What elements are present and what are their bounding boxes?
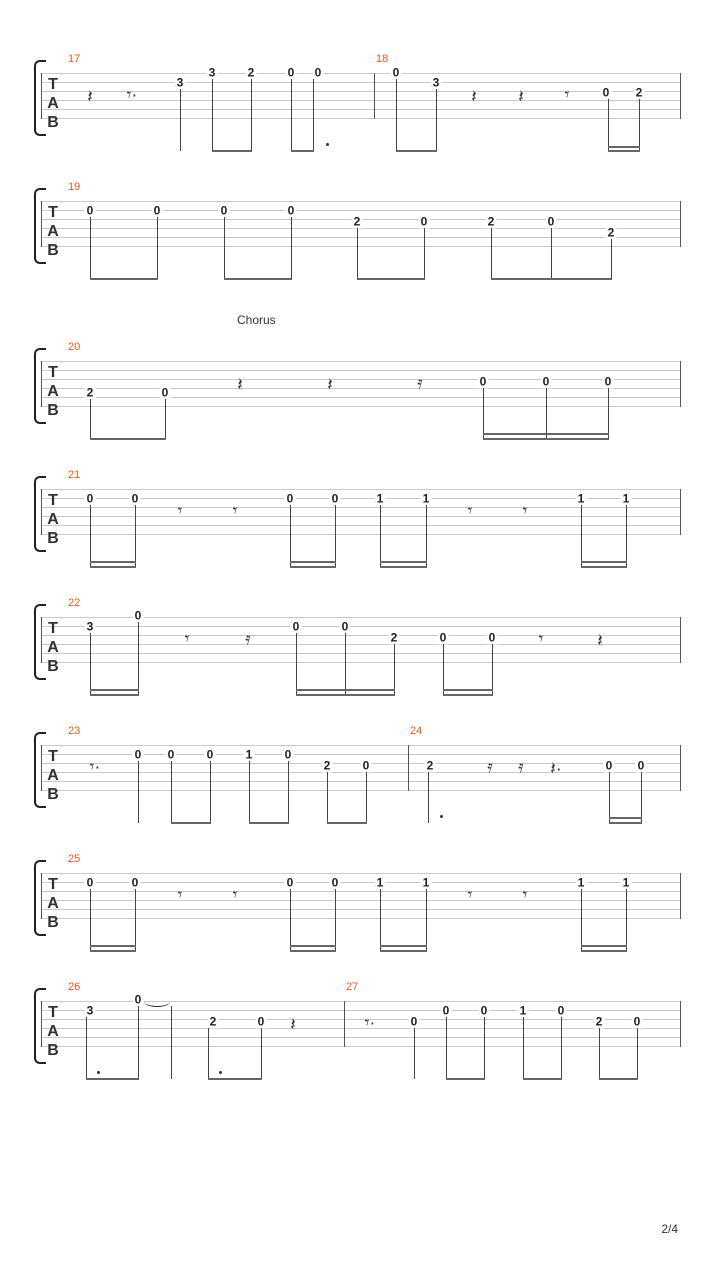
fret-number: 2 (390, 630, 398, 645)
staff-brace (34, 604, 46, 680)
fret-number: 2 (323, 758, 331, 773)
fret-number: 0 (220, 203, 228, 218)
fret-number: 0 (542, 374, 550, 389)
fret-number: 3 (208, 65, 216, 80)
measure-number: 25 (68, 853, 81, 865)
quarter-rest: 𝄽 (290, 1014, 296, 1035)
eighth-rest: 𝄾 (538, 628, 544, 649)
fret-number: 2 (607, 225, 615, 240)
fret-number: 0 (488, 630, 496, 645)
tie-arc (144, 996, 170, 1007)
fret-number: 0 (331, 875, 339, 890)
fret-number: 2 (635, 85, 643, 100)
eighth-rest: 𝄾 (232, 884, 238, 905)
fret-number: 0 (420, 214, 428, 229)
measure-number: 22 (68, 597, 81, 609)
fret-number: 3 (86, 619, 94, 634)
fret-number: 1 (577, 491, 585, 506)
fret-number: 1 (422, 875, 430, 890)
eighth-rest: 𝄾 (177, 884, 183, 905)
fret-number: 1 (622, 875, 630, 890)
fret-number: 0 (602, 85, 610, 100)
eighth-rest: 𝄾 (522, 884, 528, 905)
quarter-rest: 𝄽 (597, 630, 603, 651)
fret-number: 0 (605, 758, 613, 773)
fret-number: 0 (134, 608, 142, 623)
quarter-rest: 𝄽 (518, 86, 524, 107)
staff-brace (34, 988, 46, 1064)
measure-number: 20 (68, 341, 81, 353)
fret-number: 0 (134, 992, 142, 1007)
fret-number: 0 (131, 875, 139, 890)
fret-number: 0 (314, 65, 322, 80)
fret-number: 0 (480, 1003, 488, 1018)
fret-number: 0 (134, 747, 142, 762)
fret-number: 1 (622, 491, 630, 506)
tab-system-5 (0, 599, 720, 709)
fret-number: 0 (161, 385, 169, 400)
quarter-rest: 𝄽· (550, 758, 562, 779)
tab-clef: T A B (47, 364, 59, 419)
eighth-rest: 𝄾 (184, 628, 190, 649)
tab-clef: T A B (47, 1004, 59, 1059)
fret-number: 0 (633, 1014, 641, 1029)
tab-system-6 (0, 727, 720, 837)
staff-brace (34, 348, 46, 424)
fret-number: 0 (442, 1003, 450, 1018)
staff-brace (34, 60, 46, 136)
fret-number: 0 (284, 747, 292, 762)
quarter-rest: 𝄽 (87, 86, 93, 107)
tab-clef: T A B (47, 620, 59, 675)
fret-number: 0 (362, 758, 370, 773)
tab-system-3 (0, 343, 720, 453)
staff-brace (34, 732, 46, 808)
tab-system-1 (0, 55, 720, 165)
fret-number: 2 (247, 65, 255, 80)
measure-number: 26 (68, 981, 81, 993)
fret-number: 0 (410, 1014, 418, 1029)
fret-number: 0 (167, 747, 175, 762)
eighth-rest: 𝄾 (177, 500, 183, 521)
fret-number: 0 (286, 875, 294, 890)
fret-number: 0 (86, 203, 94, 218)
eighth-rest: 𝄾· (364, 1012, 376, 1033)
measure-number: 23 (68, 725, 81, 737)
fret-number: 0 (287, 203, 295, 218)
fret-number: 0 (439, 630, 447, 645)
staff-brace (34, 188, 46, 264)
staff-brace (34, 860, 46, 936)
tab-clef: T A B (47, 748, 59, 803)
measure-number: 27 (346, 981, 359, 993)
fret-number: 0 (604, 374, 612, 389)
tab-system-4 (0, 471, 720, 581)
sixteenth-rest: 𝄿 (518, 756, 524, 777)
fret-number: 2 (86, 385, 94, 400)
eighth-rest: 𝄾· (89, 756, 101, 777)
tab-system-7 (0, 855, 720, 965)
fret-number: 1 (519, 1003, 527, 1018)
eighth-rest: 𝄾 (467, 500, 473, 521)
quarter-rest: 𝄽 (471, 86, 477, 107)
measure-number: 21 (68, 469, 81, 481)
sixteenth-rest: 𝄿 (417, 372, 423, 393)
eighth-rest: 𝄾 (522, 500, 528, 521)
tab-clef: T A B (47, 76, 59, 131)
sixteenth-rest: 𝄿 (487, 756, 493, 777)
section-label-chorus: Chorus (237, 313, 276, 327)
fret-number: 0 (287, 65, 295, 80)
fret-number: 3 (176, 75, 184, 90)
measure-number: 17 (68, 53, 81, 65)
eighth-rest: 𝄾· (126, 84, 138, 105)
fret-number: 0 (547, 214, 555, 229)
fret-number: 0 (206, 747, 214, 762)
measure-number: 24 (410, 725, 423, 737)
fret-number: 0 (131, 491, 139, 506)
fret-number: 0 (286, 491, 294, 506)
tab-system-2 (0, 183, 720, 293)
fret-number: 0 (392, 65, 400, 80)
fret-number: 2 (595, 1014, 603, 1029)
fret-number: 0 (257, 1014, 265, 1029)
fret-number: 2 (209, 1014, 217, 1029)
fret-number: 2 (353, 214, 361, 229)
quarter-rest: 𝄽 (327, 374, 333, 395)
fret-number: 0 (153, 203, 161, 218)
tab-system-8 (0, 983, 720, 1093)
fret-number: 1 (376, 491, 384, 506)
fret-number: 1 (376, 875, 384, 890)
fret-number: 0 (331, 491, 339, 506)
sixteenth-rest: 𝄿 (245, 628, 251, 649)
fret-number: 1 (422, 491, 430, 506)
eighth-rest: 𝄾 (232, 500, 238, 521)
eighth-rest: 𝄾 (467, 884, 473, 905)
quarter-rest: 𝄽 (237, 374, 243, 395)
measure-number: 18 (376, 53, 389, 65)
tab-clef: T A B (47, 492, 59, 547)
fret-number: 0 (86, 875, 94, 890)
fret-number: 0 (292, 619, 300, 634)
fret-number: 3 (86, 1003, 94, 1018)
fret-number: 0 (341, 619, 349, 634)
tab-clef: T A B (47, 204, 59, 259)
fret-number: 2 (426, 758, 434, 773)
fret-number: 0 (479, 374, 487, 389)
fret-number: 0 (557, 1003, 565, 1018)
tab-clef: T A B (47, 876, 59, 931)
fret-number: 3 (432, 75, 440, 90)
fret-number: 0 (637, 758, 645, 773)
staff-brace (34, 476, 46, 552)
fret-number: 0 (86, 491, 94, 506)
fret-number: 1 (245, 747, 253, 762)
fret-number: 1 (577, 875, 585, 890)
eighth-rest: 𝄾 (564, 84, 570, 105)
fret-number: 2 (487, 214, 495, 229)
page-number: 2/4 (661, 1222, 678, 1236)
measure-number: 19 (68, 181, 81, 193)
